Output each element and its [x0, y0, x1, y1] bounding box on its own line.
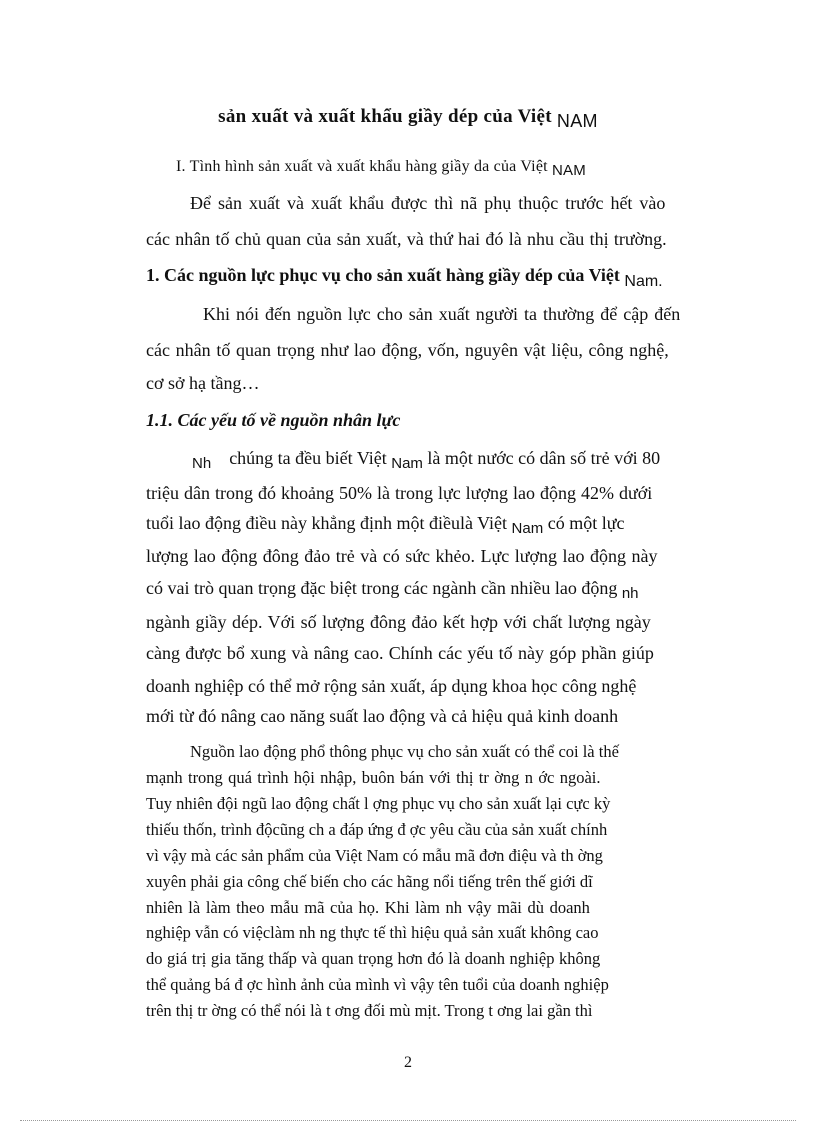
- para-2-l1d: là một nước có dân số trẻ với 80: [422, 448, 661, 468]
- para-3-line-7: nhiên là làm theo mẫu mã của họ. Khi làm nh vậy mãi dù doanh: [146, 898, 590, 917]
- para-2-line-2: triệu dân trong đó khoảng 50% là trong lực lượng lao động 42% dưới: [146, 483, 653, 503]
- para-3-line-5: vì vậy mà các sản phẩm của Việt Nam có mẫu mã đơn điệu và th ờng: [146, 846, 603, 865]
- title-text: sản xuất và xuất khẩu giầy dép của Việt: [218, 106, 557, 127]
- heading-1-1: 1.1. Các yếu tố về nguồn nhân lực: [146, 410, 401, 430]
- para-3-line-11: trên thị tr ờng có thể nói là t ơng đối mù mịt. Trong t ơng lai gần thì: [146, 1001, 593, 1020]
- para-2-line-4: lượng lao động đông đảo trẻ và có sức khẻo. Lực lượng lao động này: [146, 546, 658, 566]
- intro-line-2: các nhân tố chủ quan của sản xuất, và thứ hai đó là nhu cầu thị trường.: [146, 229, 667, 249]
- section-i-text: I. Tình hình sản xuất và xuất khẩu hàng giầy da của Việt: [176, 158, 552, 175]
- para-2-line-6: ngành giầy dép. Với số lượng đông đảo kết hợp với chất lượng ngày: [146, 612, 651, 632]
- para-3-line-8: nghiệp vẫn có việclàm nh ng thực tế thì hiệu quả sản xuất không cao: [146, 923, 599, 942]
- para-2-l1b: chúng ta đều biết Việt: [229, 448, 392, 468]
- heading-1-suffix: Nam.: [624, 273, 663, 290]
- para-3-line-4: thiếu thốn, trình độcũng ch a đáp ứng đ ợc yêu cầu của sản xuất chính: [146, 820, 608, 839]
- para-2-line-8: doanh nghiệp có thể mở rộng sản xuất, áp dụng khoa học công nghệ: [146, 676, 637, 696]
- para-1-line-1: Khi nói đến nguồn lực cho sản xuất người ta thường để cập đến: [203, 304, 681, 324]
- para-2-l3b: Nam: [511, 520, 544, 537]
- para-2-l1a: Nh: [192, 455, 212, 472]
- para-2-l3c: có một lực: [543, 513, 625, 533]
- para-2-l3a: tuổi lao động điều này khẳng định một điềulà Việt: [146, 513, 512, 533]
- para-3-line-3: Tuy nhiên đội ngũ lao động chất l ợng phục vụ cho sản xuất lại cực kỳ: [146, 794, 611, 813]
- para-1-line-3: cơ sở hạ tầng…: [146, 373, 260, 393]
- para-3-line-9: do giá trị gia tăng thấp và quan trọng hơn đó là doanh nghiệp không: [146, 949, 601, 968]
- para-3-line-6: xuyên phải gia công chế biến cho các hãng nổi tiếng trên thế giới dĩ: [146, 872, 593, 891]
- para-2-line-3: [146, 513, 625, 537]
- heading-1: [146, 265, 663, 290]
- para-3-line-10: thể quảng bá đ ợc hình ảnh của mình vì vậy tên tuổi của doanh nghiệp: [146, 975, 609, 994]
- para-2-l5a: có vai trò quan trọng đặc biệt trong các ngành cần nhiều lao động: [146, 578, 622, 598]
- para-3-line-2: mạnh trong quá trình hội nhập, buôn bán với thị tr ờng n ớc ngoài.: [146, 768, 601, 787]
- para-1-line-2: các nhân tố quan trọng như lao động, vốn, nguyên vật liệu, công nghệ,: [146, 340, 669, 360]
- para-2-line-1: [192, 448, 661, 472]
- section-heading-i: [176, 158, 586, 179]
- section-i-suffix: NAM: [551, 162, 586, 179]
- para-2-l1c: Nam: [391, 455, 423, 472]
- para-2-line-9: mới từ đó nâng cao năng suất lao động và cả hiệu quả kinh doanh: [146, 706, 619, 726]
- heading-1-text: 1. Các nguồn lực phục vụ cho sản xuất hàng giầy dép của Việt: [146, 265, 625, 285]
- para-3-line-1: Nguồn lao động phổ thông phục vụ cho sản xuất có thể coi là thế: [190, 742, 619, 761]
- title-suffix: NAM: [556, 111, 598, 131]
- intro-line-1: Để sản xuất và xuất khẩu được thì nã phụ thuộc trước hết vào: [190, 193, 666, 213]
- para-2-l5b: nh: [621, 585, 639, 602]
- page-bottom-border: [20, 1120, 796, 1121]
- page-title: [0, 106, 816, 131]
- para-2-line-7: càng được bổ xung và nâng cao. Chính các yếu tố này góp phần giúp: [146, 643, 654, 663]
- para-2-line-5: [146, 578, 639, 602]
- page-number: 2: [404, 1054, 412, 1071]
